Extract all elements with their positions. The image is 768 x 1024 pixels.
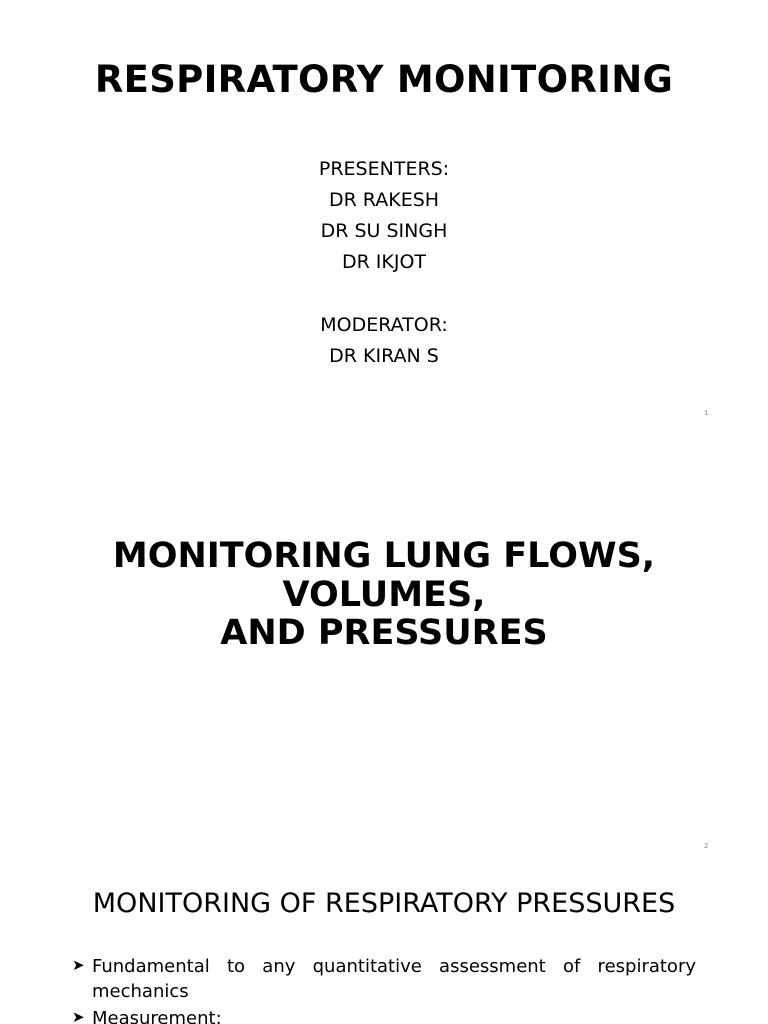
slide-number: 1 bbox=[704, 409, 709, 417]
arrowhead-bullet-icon: ➤ bbox=[72, 1008, 85, 1024]
presenter-name: DR IKJOT bbox=[341, 251, 427, 273]
presenter-name: DR RAKESH bbox=[328, 189, 440, 211]
moderator-block bbox=[0, 310, 768, 372]
moderator-heading: MODERATOR: bbox=[320, 314, 448, 336]
presenters-heading: PRESENTERS: bbox=[318, 158, 450, 180]
list-item bbox=[72, 1006, 696, 1024]
presenter-name: DR SU SINGH bbox=[320, 220, 448, 242]
list-item bbox=[72, 954, 696, 1004]
slide2-title bbox=[0, 537, 768, 653]
bullet-list bbox=[72, 954, 696, 1024]
bullet-text: Measurement: bbox=[92, 1008, 222, 1024]
slide1-title: RESPIRATORY MONITORING bbox=[94, 58, 674, 101]
slide2-title-line: MONITORING LUNG FLOWS, bbox=[112, 536, 656, 576]
slide2-title-line: VOLUMES, bbox=[282, 574, 486, 615]
bullet-text: Fundamental to any quantitative assessment of respiratory mechanics bbox=[92, 956, 696, 1002]
slide3-title: MONITORING OF RESPIRATORY PRESSURES bbox=[92, 888, 676, 919]
slide2-title-line: AND PRESSURES bbox=[220, 613, 548, 653]
moderator-name: DR KIRAN S bbox=[329, 345, 439, 367]
slide-number: 2 bbox=[704, 842, 709, 850]
presenters-block bbox=[0, 154, 768, 278]
arrowhead-bullet-icon: ➤ bbox=[72, 956, 85, 974]
